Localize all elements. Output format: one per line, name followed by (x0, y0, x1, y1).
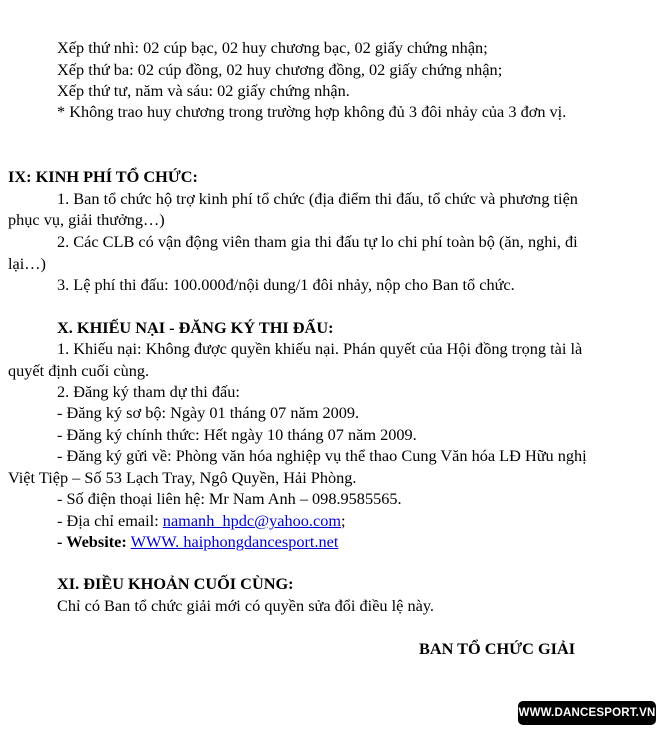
section-ix-item3: 3. Lệ phí thi đấu: 100.000đ/nội dung/1 đôi nhảy, nộp cho Ban tổ chức. (57, 275, 515, 294)
section-x-item2: 2. Đăng ký tham dự thi đấu: (57, 382, 240, 401)
section-ix-item2-line2: lại…) (8, 254, 46, 273)
registration-preliminary: - Đăng ký sơ bộ: Ngày 01 tháng 07 năm 2009. (57, 403, 360, 422)
contact-email-tail: ; (341, 511, 346, 530)
watermark-badge: WWW.DANCESPORT.VN (518, 701, 656, 725)
contact-email-label: - Địa chỉ email: (57, 511, 163, 530)
section-x-item1-line2: quyết định cuối cùng. (8, 361, 150, 380)
section-x-item1-line1: 1. Khiếu nại: Không được quyền khiếu nại. Phán quyết của Hội đồng trọng tài là (57, 339, 583, 358)
award-fourth-to-sixth: Xếp thứ tư, năm và sáu: 02 giấy chứng nhận. (57, 81, 350, 100)
registration-send-to-line1: - Đăng ký gửi về: Phòng văn hóa nghiệp vụ thể thao Cung Văn hóa LĐ Hữu nghị (57, 446, 587, 465)
contact-website-line (57, 532, 338, 552)
section-xi-text: Chỉ có Ban tổ chức giải mới có quyền sửa đổi điều lệ này. (57, 596, 434, 615)
section-ix-item1-line2: phục vụ, giải thưởng…) (8, 210, 165, 229)
section-x-heading: X. KHIẾU NẠI - ĐĂNG KÝ THI ĐẤU: (57, 318, 334, 337)
signature: BAN TỔ CHỨC GIẢI (419, 639, 576, 658)
award-second: Xếp thứ nhì: 02 cúp bạc, 02 huy chương bạc, 02 giấy chứng nhận; (57, 38, 488, 57)
registration-official: - Đăng ký chính thức: Hết ngày 10 tháng 07 năm 2009. (57, 425, 417, 444)
section-ix-item1-line1: 1. Ban tổ chức hộ trợ kinh phí tổ chức (địa điểm thi đấu, tổ chức và phương tiện (57, 189, 578, 208)
contact-website-label: - Website: (57, 532, 127, 551)
section-ix-item2-line1: 2. Các CLB có vận động viên tham gia thi đấu tự lo chi phí toàn bộ (ăn, nghi, đi (57, 232, 578, 251)
contact-email-line (57, 511, 346, 531)
registration-send-to-line2: Việt Tiệp – Số 53 Lạch Tray, Ngô Quyền, Hải Phòng. (8, 468, 357, 487)
section-ix-heading: IX: KINH PHÍ TỔ CHỨC: (8, 167, 198, 186)
section-xi-heading: XI. ĐIỀU KHOẢN CUỐI CÙNG: (57, 574, 294, 593)
award-note: * Không trao huy chương trong trường hợp không đủ 3 đôi nhảy của 3 đơn vị. (57, 102, 567, 121)
website-link[interactable]: WWW. haiphongdancesport.net (130, 532, 339, 551)
award-third: Xếp thứ ba: 02 cúp đồng, 02 huy chương đồng, 02 giấy chứng nhận; (57, 60, 503, 79)
contact-phone: - Số điện thoại liên hệ: Mr Nam Anh – 098.9585565. (57, 489, 402, 508)
email-link[interactable]: namanh_hpdc@yahoo.com (162, 511, 342, 530)
